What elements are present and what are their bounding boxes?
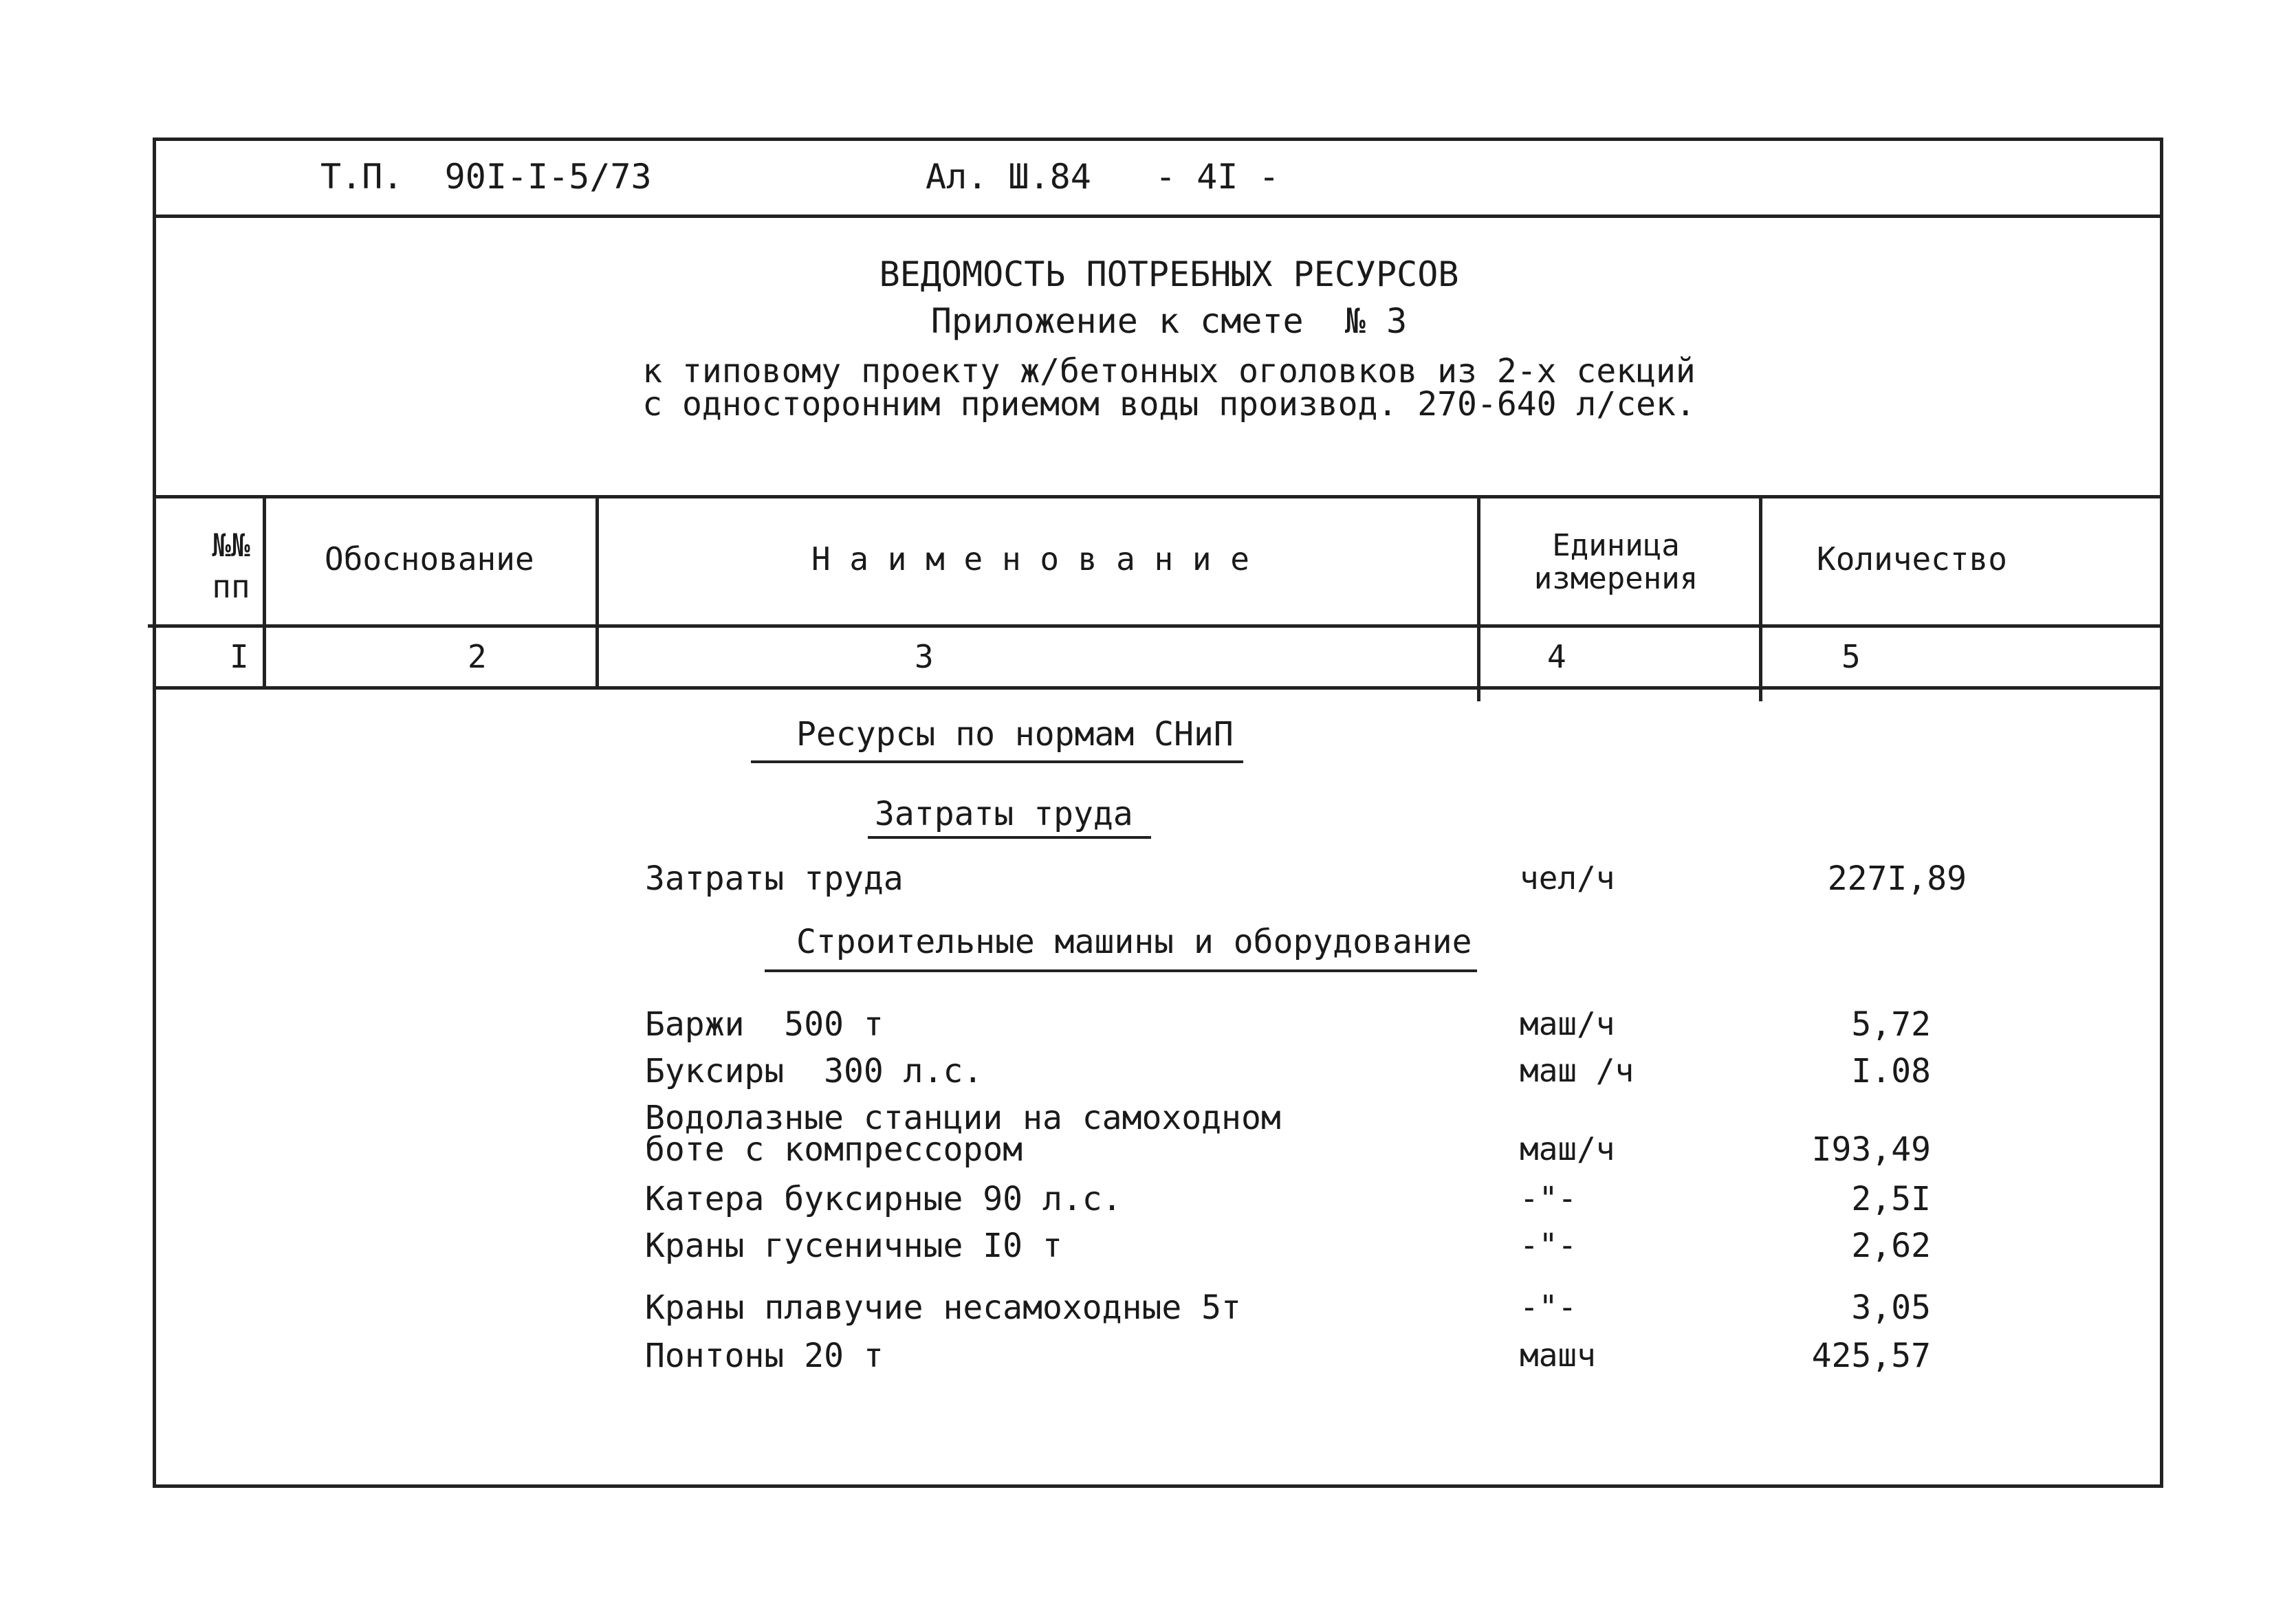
labor-unit: чел/ч (1520, 859, 1615, 897)
machine-name-continued: боте с компрессором (645, 1130, 1023, 1169)
machine-quantity: 425,57 (1811, 1337, 1931, 1375)
document-subtitle: Приложение к смете № 3 (930, 301, 1408, 341)
col-divider-1 (263, 495, 266, 690)
table-numbers-rule (153, 686, 2163, 690)
machine-name: Краны гусеничные I0 т (645, 1227, 1062, 1265)
section-machines: Строительные машины и оборудование (796, 923, 1472, 961)
machine-name: Понтоны 20 т (645, 1337, 884, 1375)
machine-name: Краны плавучие несамоходные 5т (645, 1288, 1241, 1327)
col-num-3: 3 (915, 638, 934, 675)
header-divider (153, 215, 2163, 218)
col-num-2: 2 (468, 638, 487, 675)
machine-quantity: 5,72 (1851, 1005, 1931, 1044)
section-resources-underline (751, 760, 1243, 763)
project-number: Т.П. 90I-I-5/73 (320, 157, 652, 197)
col-num-5: 5 (1841, 638, 1861, 675)
col-header-number: №№ пп (212, 527, 250, 605)
section-resources: Ресурсы по нормам СНиП (796, 715, 1234, 754)
machine-unit: -"- (1520, 1227, 1577, 1264)
machine-name: Водолазные станции на самоходном (645, 1099, 1281, 1137)
table-head-rule (148, 624, 2163, 628)
col-header-basis: Обоснование (325, 540, 534, 578)
col-divider-2 (595, 495, 599, 690)
col-num-1: I (230, 638, 249, 675)
machine-unit: машч (1520, 1337, 1596, 1374)
machine-unit: -"- (1520, 1180, 1577, 1217)
page-number: - 4I - (1155, 157, 1280, 197)
machine-quantity: 2,5I (1851, 1180, 1931, 1218)
machine-unit: маш/ч (1520, 1130, 1615, 1167)
machine-quantity: 2,62 (1851, 1227, 1931, 1265)
document-description-2: с односторонним приемом воды производ. 270-640 л/сек. (642, 385, 1696, 424)
labor-quantity: 227I,89 (1827, 859, 1967, 898)
machine-name: Катера буксирные 90 л.с. (645, 1180, 1122, 1218)
col-header-quantity: Количество (1817, 540, 2007, 578)
col-header-unit: Единица измерения (1533, 528, 1698, 597)
col-divider-3 (1477, 495, 1480, 701)
machine-unit: маш /ч (1520, 1052, 1635, 1089)
album-number: Ал. Ш.84 (926, 157, 1091, 197)
labor-name: Затраты труда (645, 859, 904, 898)
machine-quantity: 3,05 (1851, 1288, 1931, 1327)
machine-unit: маш/ч (1520, 1005, 1615, 1042)
col-num-4: 4 (1547, 638, 1566, 675)
machine-name: Буксиры 300 л.с. (645, 1052, 983, 1090)
machine-quantity: I.08 (1851, 1052, 1931, 1090)
machine-quantity: I93,49 (1811, 1130, 1931, 1169)
section-machines-underline (765, 969, 1477, 972)
section-labor-underline (868, 836, 1151, 839)
document-title: ВЕДОМОСТЬ ПОТРЕБНЫХ РЕСУРСОВ (879, 254, 1459, 294)
machine-name: Баржи 500 т (645, 1005, 884, 1044)
document-description-1: к типовому проекту ж/бетонных оголовков из 2-х секций (642, 352, 1696, 391)
machine-unit: -"- (1520, 1288, 1577, 1326)
col-divider-4 (1759, 495, 1762, 701)
col-header-name: Н а и м е н о в а н и е (811, 540, 1249, 578)
table-top-rule (153, 495, 2163, 498)
section-labor: Затраты труда (875, 795, 1133, 833)
